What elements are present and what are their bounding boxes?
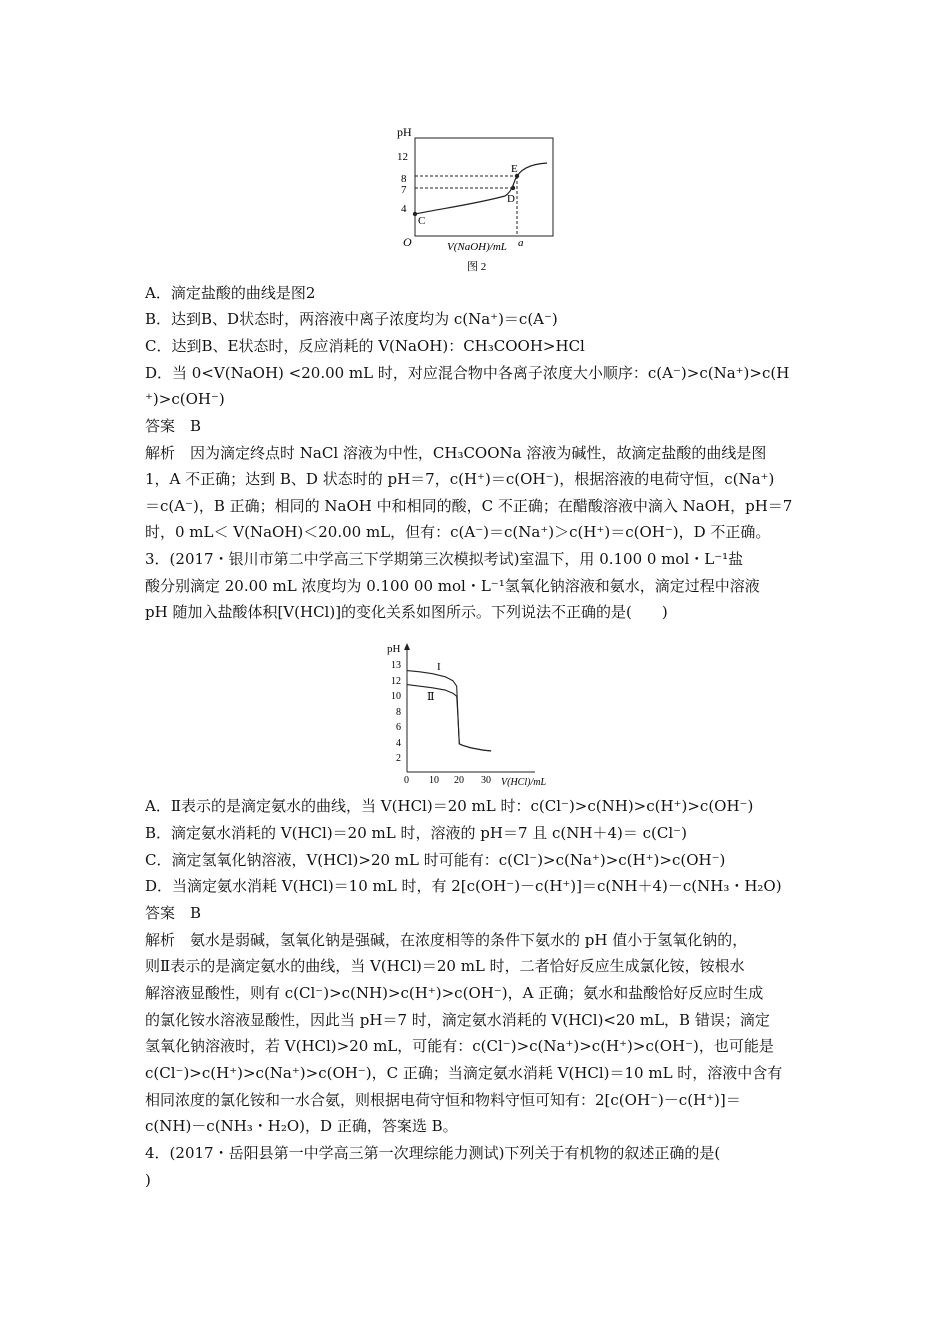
answer-3: 答案 B bbox=[145, 904, 202, 922]
figure-2-curve-2-label: Ⅱ bbox=[427, 691, 435, 703]
analysis-1: 解析 因为滴定终点时 NaCl 溶液为中性，CH₃COONa 溶液为碱性，故滴定盐酸的曲线是图 bbox=[145, 444, 767, 462]
analysis-3-cont: c(NH)－c(NH₃・H₂O)，D 正确，答案选 B。 bbox=[145, 1117, 458, 1135]
figure-2-ytick: 2 bbox=[396, 753, 401, 764]
analysis-1-cont: 1，A 不正确；达到 B、D 状态时的 pH＝7，c(H⁺)＝c(OH⁻)，根据溶液的电荷守恒，c(Na⁺) bbox=[145, 470, 775, 488]
figure-2-y-arrow bbox=[404, 643, 410, 650]
figure-2 bbox=[385, 640, 565, 790]
figure-2-xtick: 30 bbox=[481, 775, 491, 786]
option-d-1-cont: ⁺)>c(OH⁻) bbox=[145, 390, 225, 408]
figure-2-ytick: 13 bbox=[391, 660, 401, 671]
analysis-3: 解析 氨水是弱碱，氢氧化钠是强碱，在浓度相等的条件下氨水的 pH 值小于氢氧化钠的， bbox=[145, 931, 748, 949]
figure-1-label-e: E bbox=[511, 163, 518, 175]
figure-2-curves bbox=[407, 671, 491, 751]
option-d-3: D．当滴定氨水消耗 V(HCl)＝10 mL 时，有 2[c(OH⁻)－c(H⁺)]＝c(NH＋4)－c(NH₃・H₂O) bbox=[145, 877, 782, 895]
figure-1-ytick: 12 bbox=[397, 151, 408, 163]
figure-1-xlabel: V(NaOH)/mL bbox=[447, 241, 507, 253]
figure-2-chart bbox=[385, 640, 565, 790]
option-b-3: B．滴定氨水消耗的 V(HCl)＝20 mL 时，溶液的 pH＝7 且 c(NH＋4)＝ c(Cl⁻) bbox=[145, 824, 687, 842]
figure-1-ylabel: pH bbox=[397, 125, 412, 139]
analysis-3-cont: 的氯化铵水溶液显酸性，因此当 pH＝7 时，滴定氨水消耗的 V(HCl)<20 mL，B 错误；滴定 bbox=[145, 1011, 770, 1029]
analysis-3-cont: 解溶液显酸性，则有 c(Cl⁻)>c(NH)>c(H⁺)>c(OH⁻)，A 正确；氨水和盐酸恰好反应时生成 bbox=[145, 984, 764, 1002]
figure-1-point-d bbox=[511, 186, 515, 190]
figure-2-xlabel: V(HCl)/mL bbox=[501, 777, 546, 788]
option-c-1: C．达到B、E状态时，反应消耗的 V(NaOH)：CH₃COOH>HCl bbox=[145, 337, 585, 355]
analysis-1-cont: 时，0 mL＜ V(NaOH)＜20.00 mL，但有：c(A⁻)＝c(Na⁺)＞c(H⁺)＝c(OH⁻)，D 不正确。 bbox=[145, 523, 771, 541]
figure-2-ytick: 6 bbox=[396, 722, 401, 733]
analysis-1-cont: ＝c(A⁻)，B 正确；相同的 NaOH 中和相同的酸，C 不正确；在醋酸溶液中滴入 NaOH，pH＝7 bbox=[145, 497, 793, 515]
option-c-3: C．滴定氢氧化钠溶液，V(HCl)>20 mL 时可能有：c(Cl⁻)>c(Na⁺)>c(H⁺)>c(OH⁻) bbox=[145, 851, 726, 869]
analysis-3-cont: 氢氧化钠溶液时，若 V(HCl)>20 mL，可能有：c(Cl⁻)>c(Na⁺)>c(H⁺)>c(OH⁻)，也可能是 bbox=[145, 1037, 774, 1055]
figure-1-ytick: 8 bbox=[401, 173, 407, 185]
question-3-cont: 酸分别滴定 20.00 mL 浓度均为 0.100 00 mol・L⁻¹氢氧化钠溶液和氨水，滴定过程中溶液 bbox=[145, 577, 760, 595]
figure-2-ytick: 4 bbox=[396, 738, 401, 749]
figure-2-ytick: 8 bbox=[396, 707, 401, 718]
answer-1: 答案 B bbox=[145, 417, 202, 435]
analysis-3-cont: 则Ⅱ表示的是滴定氨水的曲线，当 V(HCl)＝20 mL 时，二者恰好反应生成氯化铵，铵根水 bbox=[145, 957, 745, 975]
figure-1 bbox=[395, 120, 565, 280]
figure-1-label-c: C bbox=[418, 215, 426, 227]
question-4: 4．(2017・岳阳县第一中学高三第一次理综能力测试)下列关于有机物的叙述正确的是( bbox=[145, 1144, 721, 1162]
question-4-cont: ) bbox=[145, 1171, 151, 1189]
question-3: 3．(2017・银川市第二中学高三下学期第三次模拟考试)室温下，用 0.100 0 mol・L⁻¹盐 bbox=[145, 550, 744, 568]
figure-2-ytick: 12 bbox=[391, 676, 401, 687]
question-3-cont: pH 随加入盐酸体积[V(HCl)]的变化关系如图所示。下列说法不正确的是( ) bbox=[145, 603, 668, 621]
figure-1-origin: O bbox=[403, 235, 412, 249]
figure-1-ytick: 4 bbox=[401, 203, 407, 215]
figure-2-xtick: 10 bbox=[429, 775, 439, 786]
figure-2-series-2-line bbox=[407, 685, 491, 751]
figure-2-xtick: 20 bbox=[454, 775, 464, 786]
figure-2-curve-1-label: I bbox=[437, 661, 441, 673]
option-a-3: A．Ⅱ表示的是滴定氨水的曲线，当 V(HCl)＝20 mL 时：c(Cl⁻)>c(NH)>c(H⁺)>c(OH⁻) bbox=[145, 797, 754, 815]
option-a-1: A．滴定盐酸的曲线是图2 bbox=[145, 284, 316, 302]
figure-1-point-c bbox=[413, 212, 417, 216]
figure-2-ytick: 10 bbox=[391, 691, 401, 702]
figure-1-ytick: 7 bbox=[401, 184, 407, 196]
analysis-3-cont: c(Cl⁻)>c(H⁺)>c(Na⁺)>c(OH⁻)，C 正确；当滴定氨水消耗 V(HCl)＝10 mL 时，溶液中含有 bbox=[145, 1064, 783, 1082]
figure-1-chart bbox=[395, 120, 565, 280]
option-b-1: B．达到B、D状态时，两溶液中离子浓度均为 c(Na⁺)＝c(A⁻) bbox=[145, 310, 558, 328]
figure-1-caption: 图 2 bbox=[467, 261, 487, 273]
option-d-1: D．当 0<V(NaOH) <20.00 mL 时，对应混合物中各离子浓度大小顺序：c(A⁻)>c(Na⁺)>c(H bbox=[145, 364, 790, 382]
figure-1-xmark: a bbox=[518, 237, 524, 249]
figure-1-label-d: D bbox=[507, 193, 515, 205]
figure-2-xtick: 0 bbox=[404, 775, 409, 786]
figure-2-ylabel: pH bbox=[387, 643, 401, 655]
analysis-3-cont: 相同浓度的氯化铵和一水合氨，则根据电荷守恒和物料守恒可知有：2[c(OH⁻)－c(H⁺)]＝ bbox=[145, 1091, 741, 1109]
figure-1-frame bbox=[415, 138, 553, 236]
figure-2-series-1-line bbox=[407, 671, 491, 751]
